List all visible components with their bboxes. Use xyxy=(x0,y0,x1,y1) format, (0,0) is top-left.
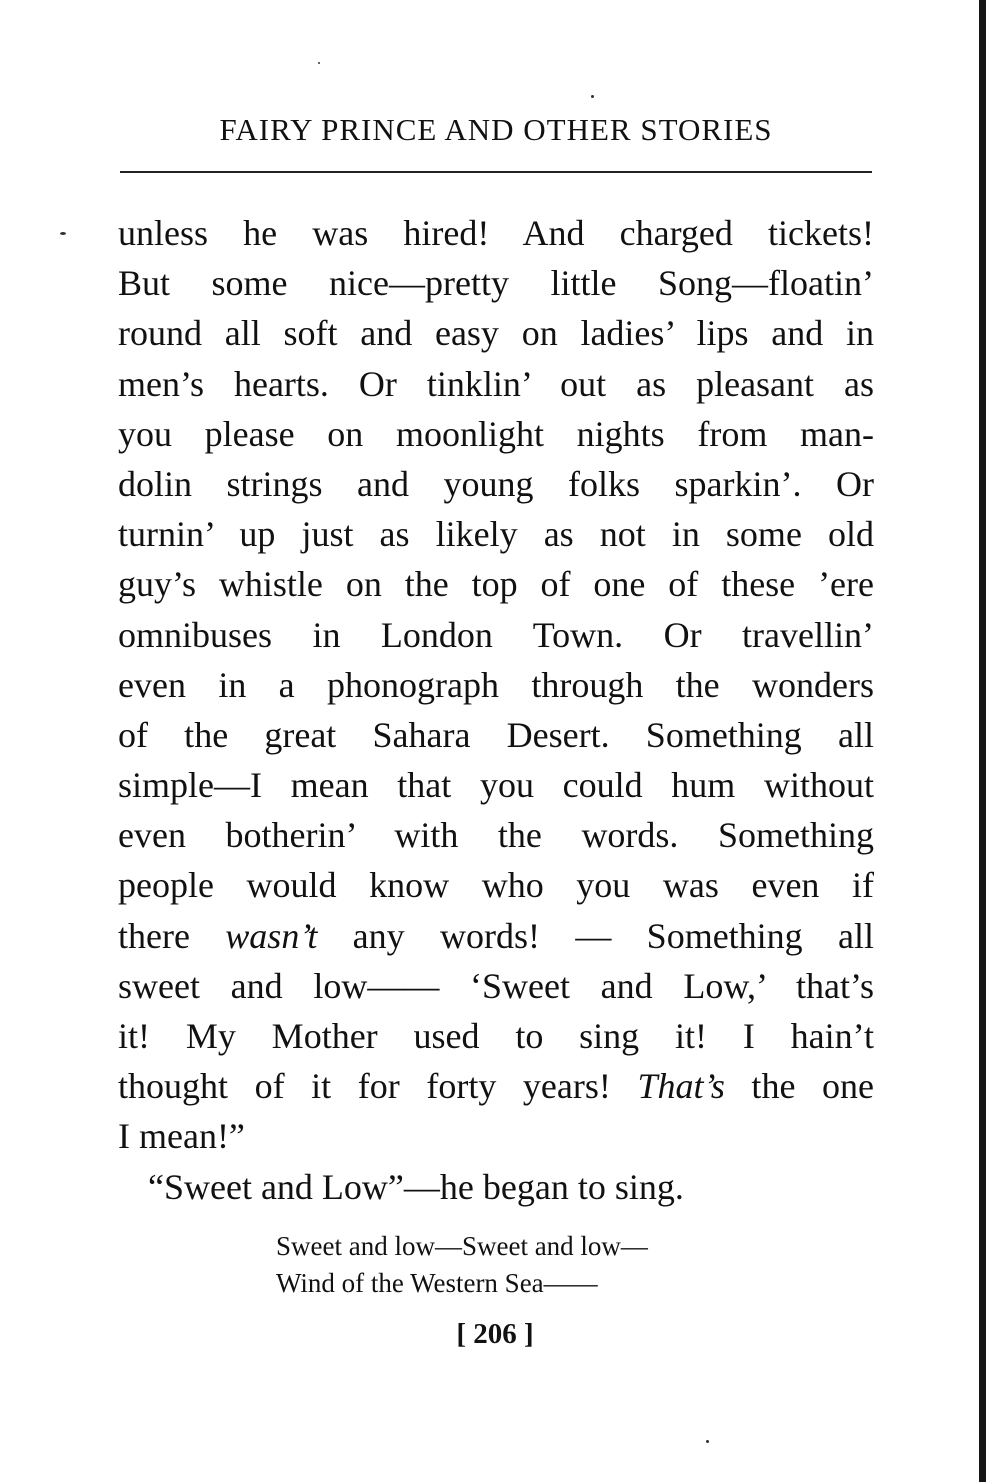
text-line: simple—I mean that you could hum without xyxy=(118,765,874,806)
verse-line: Wind of the Western Sea—— xyxy=(276,1268,598,1298)
text-line: round all soft and easy on ladies’ lips and in xyxy=(118,313,874,354)
ink-speck xyxy=(318,62,320,64)
text-line xyxy=(118,911,874,961)
page-number: [ 206 ] xyxy=(456,1318,534,1350)
text-line: people would know who you was even if xyxy=(118,865,874,906)
text-line: even in a phonograph through the wonders xyxy=(118,664,874,705)
text-line: guy’s whistle on the top of one of these ’ere xyxy=(118,564,874,605)
text-line: unless he was hired! And charged tickets! xyxy=(118,213,874,253)
text-line: But some nice—pretty little Song—floatin’ xyxy=(118,263,874,304)
running-header: FAIRY PRINCE AND OTHER STORIES xyxy=(219,112,773,147)
verse-line: Sweet and low—Sweet and low— xyxy=(276,1231,648,1261)
text-line: men’s hearts. Or tinklin’ out as pleasant as xyxy=(118,363,874,404)
text-line: of the great Sahara Desert. Something all xyxy=(118,714,874,755)
text-line: it! My Mother used to sing it! I hain’t xyxy=(118,1016,874,1056)
text-run: thought of it for forty years! xyxy=(118,1066,638,1107)
text-line: you please on moonlight nights from man- xyxy=(118,413,874,454)
text-run: the one xyxy=(724,1066,874,1107)
text-line: sweet and low—— ‘Sweet and Low,’ that’s xyxy=(118,965,874,1006)
text-line: turnin’ up just as likely as not in some old xyxy=(118,514,874,555)
ink-speck xyxy=(706,1440,709,1443)
text-line: “Sweet and Low”—he began to sing. xyxy=(148,1166,684,1207)
ink-speck xyxy=(591,95,594,98)
emphasis: wasn’t xyxy=(225,915,318,956)
ink-speck xyxy=(60,232,66,235)
emphasis: That’s xyxy=(637,1066,725,1107)
text-line: omnibuses in London Town. Or travellin’ xyxy=(118,614,874,655)
header-rule xyxy=(120,171,872,173)
text-line xyxy=(118,1061,874,1111)
text-run: there xyxy=(118,915,226,956)
text-line: even botherin’ with the words. Something xyxy=(118,815,874,856)
verse-block xyxy=(276,1228,648,1302)
body-text xyxy=(118,208,874,1212)
text-run: any words! — Something all xyxy=(317,915,874,956)
page-edge-bar xyxy=(979,0,986,1482)
text-line: dolin strings and young folks sparkin’. Or xyxy=(118,463,874,504)
text-line: I mean!” xyxy=(118,1116,245,1157)
